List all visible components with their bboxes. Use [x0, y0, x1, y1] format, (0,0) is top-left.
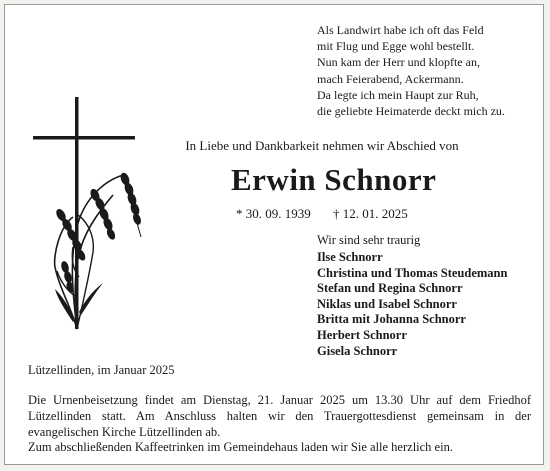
mourners-intro: Wir sind sehr traurig	[317, 233, 421, 247]
mourner: Ilse Schnorr	[317, 250, 383, 264]
poem-line: Nun kam der Herr und klopfte an,	[317, 55, 480, 70]
info-line: evangelischen Kirche Lützellinden ab.	[28, 424, 221, 439]
farewell-intro	[5, 138, 550, 154]
obituary-notice	[4, 4, 544, 465]
poem-line: mit Flug und Egge wohl bestellt.	[317, 39, 475, 54]
mourner: Niklas und Isabel Schnorr	[317, 296, 457, 311]
mourner: Gisela Schnorr	[317, 343, 398, 358]
poem-line: Als Landwirt habe ich oft das Feld	[317, 23, 484, 37]
cross-with-wheat-icon	[33, 97, 163, 337]
mourners-list	[317, 250, 507, 359]
info-line: Lützellinden statt. Am Anschluss halten wir den Trauergottesdienst gemeinsam in der	[28, 408, 531, 423]
poem-line: mach Feierabend, Ackermann.	[317, 71, 464, 86]
info-line: Zum abschließenden Kaffeetrinken im Gemeindehaus laden wir Sie alle herzlich ein.	[28, 440, 453, 455]
place-date: Lützellinden, im Januar 2025	[28, 363, 175, 377]
poem-line: die geliebte Heimaterde deckt mich zu.	[317, 104, 505, 119]
funeral-info	[28, 393, 531, 456]
info-line: Die Urnenbeisetzung findet am Dienstag, 21. Januar 2025 um 13.30 Uhr auf dem Friedhof	[28, 393, 531, 407]
farewell-intro-text: In Liebe und Dankbarkeit nehmen wir Abschied von	[185, 138, 459, 153]
mourner: Britta mit Johanna Schnorr	[317, 312, 466, 327]
mourner: Herbert Schnorr	[317, 327, 407, 342]
birth-date: * 30. 09. 1939	[236, 206, 311, 221]
poem	[317, 22, 505, 119]
deceased-name: Erwin Schnorr	[231, 162, 437, 197]
death-date: † 12. 01. 2025	[333, 206, 408, 221]
mourner: Stefan und Regina Schnorr	[317, 281, 463, 296]
mourner: Christina und Thomas Steudemann	[317, 265, 508, 280]
poem-line: Da legte ich mein Haupt zur Ruh,	[317, 87, 479, 102]
